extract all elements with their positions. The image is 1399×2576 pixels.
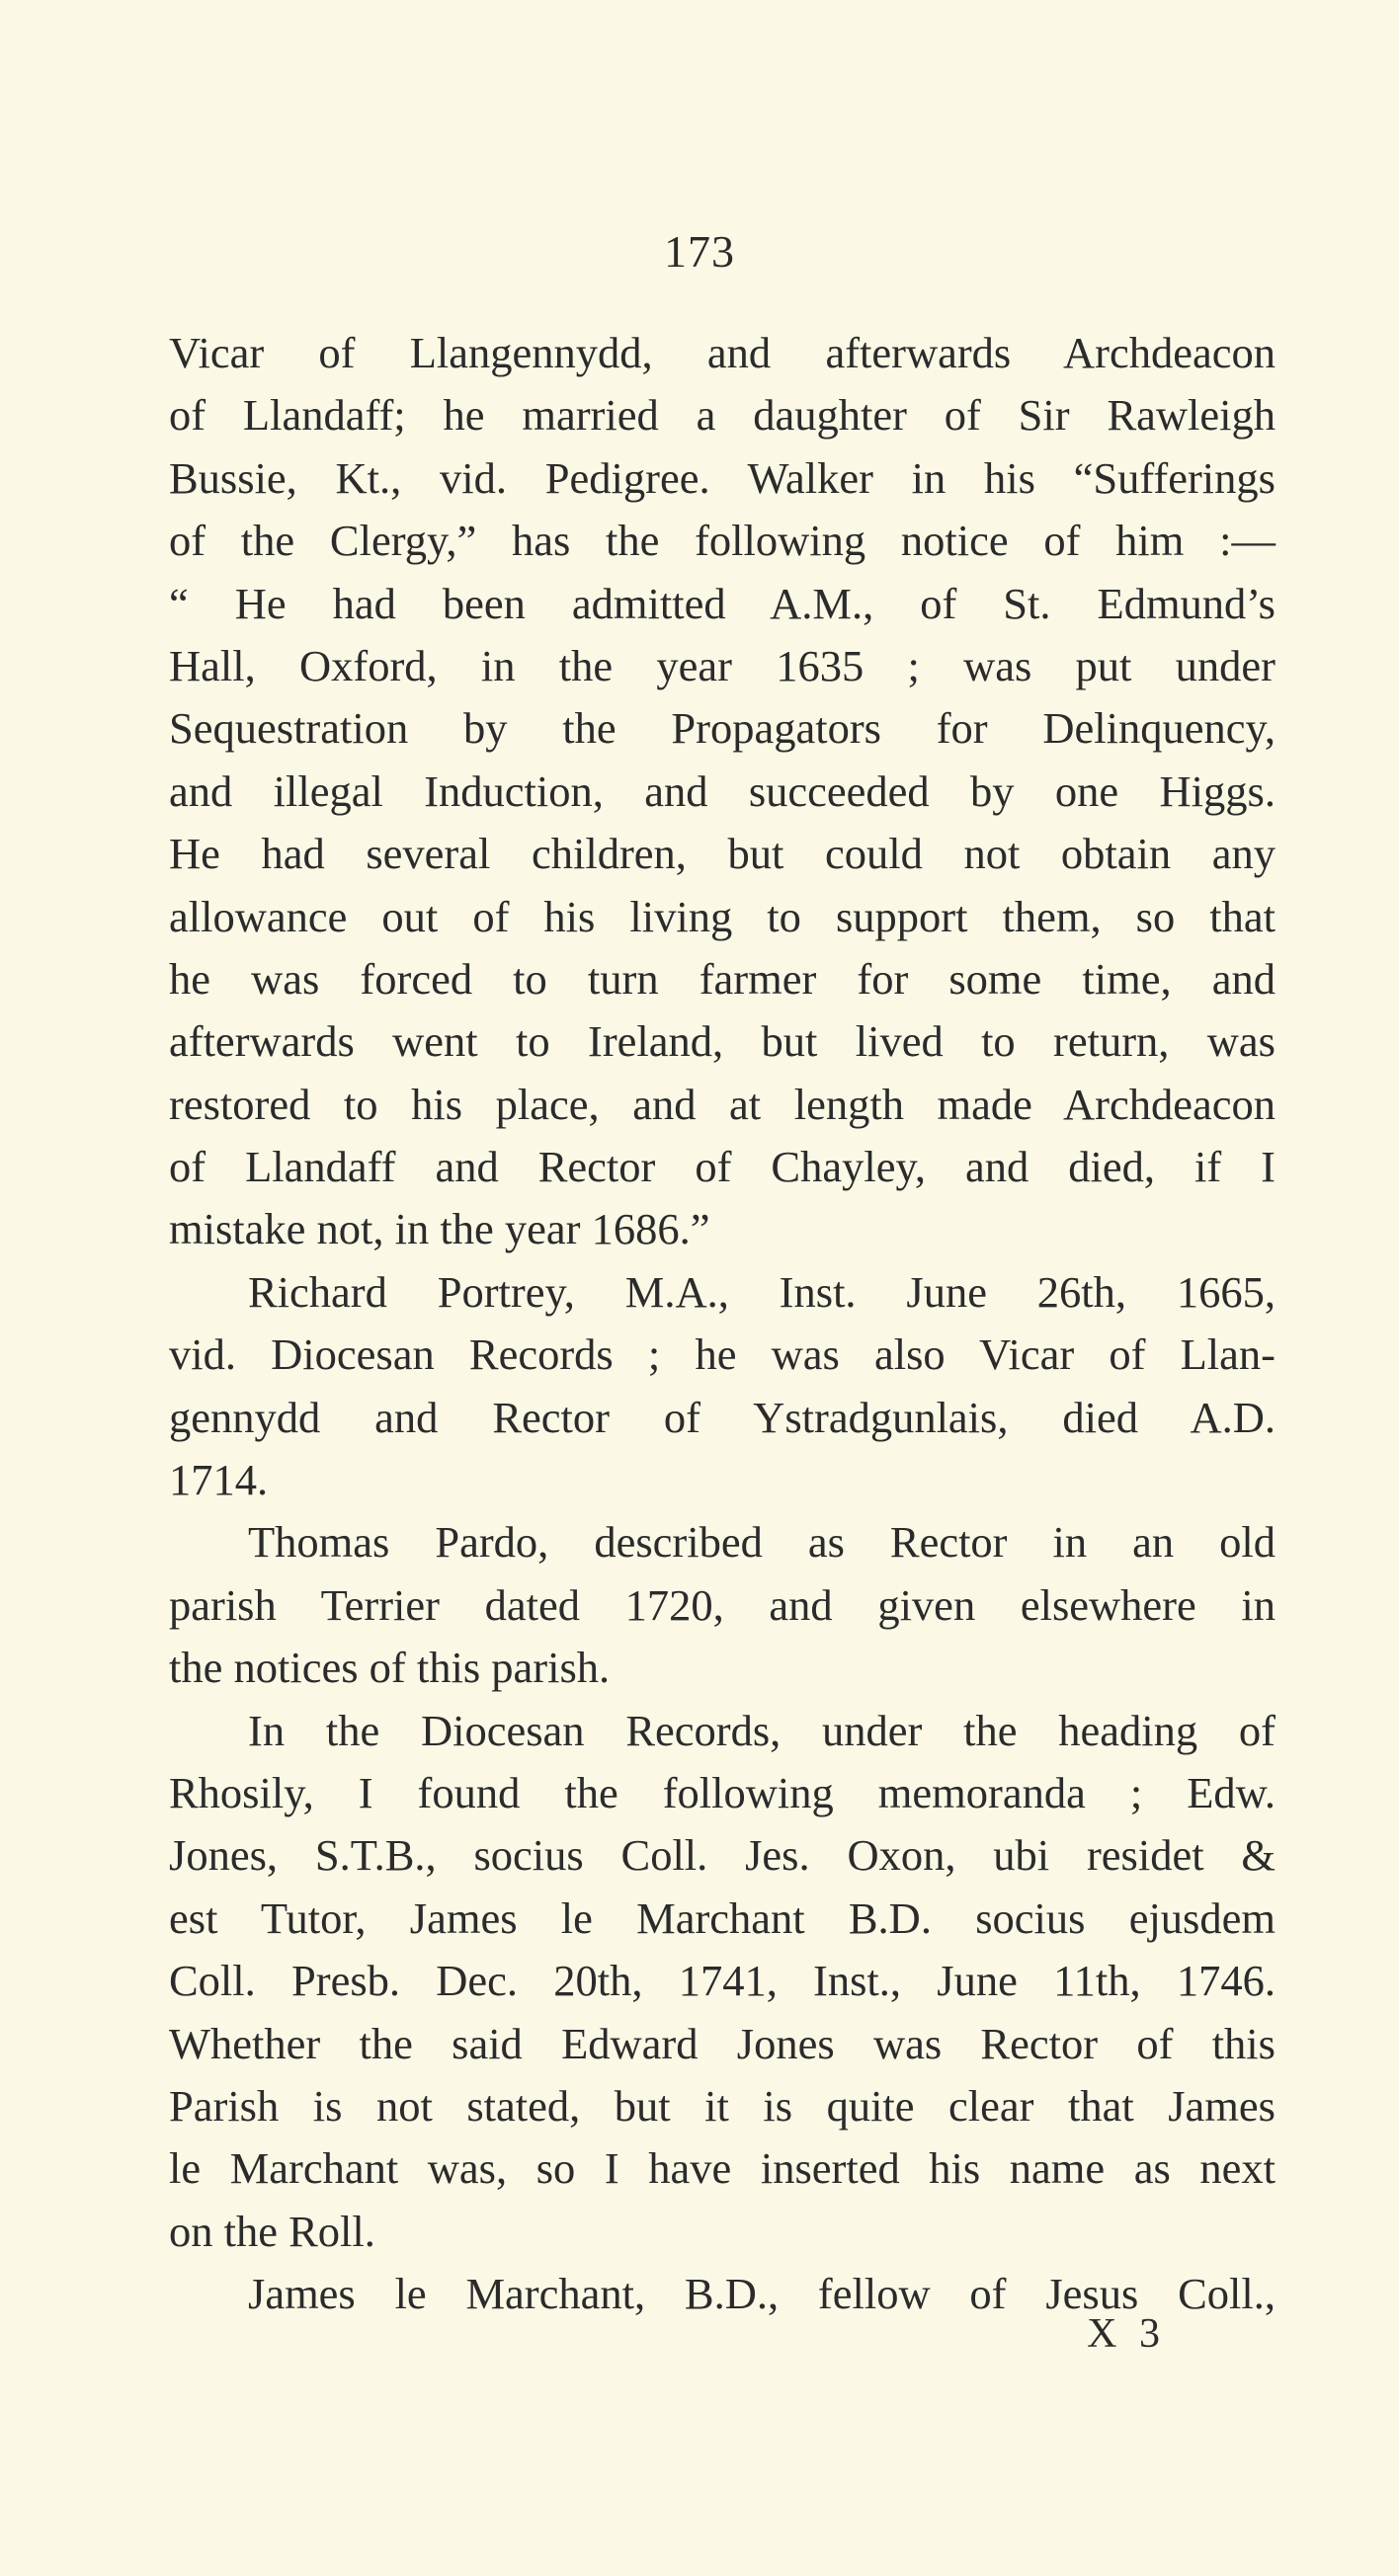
- text-line: allowance out of his living to support them, so that: [169, 891, 1276, 941]
- text-line: Hall, Oxford, in the year 1635 ; was put under: [169, 640, 1276, 690]
- page-number: 173: [664, 226, 735, 277]
- text-line: and illegal Induction, and succeeded by one Higgs.: [169, 765, 1276, 816]
- text-line: Richard Portrey, M.A., Inst. June 26th, 1665,: [248, 1266, 1276, 1317]
- text-line: 1714.: [169, 1455, 269, 1505]
- text-line: le Marchant was, so I have inserted his name as next: [169, 2143, 1276, 2194]
- text-line: vid. Diocesan Records ; he was also Vicar of Llan-: [169, 1329, 1276, 1380]
- text-line: Whether the said Edward Jones was Rector of this: [169, 2018, 1276, 2068]
- text-line: Vicar of Llangennydd, and afterwards Archdeacon: [169, 328, 1276, 377]
- text-line: Rhosily, I found the following memoranda ; Edw.: [169, 1767, 1276, 1817]
- text-line: he was forced to turn farmer for some time, and: [169, 953, 1276, 1004]
- text-line: est Tutor, James le Marchant B.D. socius ejusdem: [169, 1892, 1276, 1943]
- text-line: He had several children, but could not obtain any: [169, 829, 1276, 879]
- text-line: Sequestration by the Propagators for Delinquency,: [169, 703, 1276, 754]
- text-line: gennydd and Rector of Ystradgunlais, died A.D.: [169, 1392, 1276, 1442]
- text-line: of Llandaff; he married a daughter of Sir Rawleigh: [169, 390, 1276, 441]
- text-line: the notices of this parish.: [169, 1643, 611, 1693]
- text-line: Bussie, Kt., vid. Pedigree. Walker in his “Sufferings: [169, 452, 1276, 503]
- signature-mark: X 3: [1087, 2311, 1166, 2357]
- text-line: of Llandaff and Rector of Chayley, and died, if I: [169, 1142, 1276, 1192]
- body-text: [169, 322, 1276, 2326]
- text-line: on the Roll.: [169, 2206, 375, 2256]
- text-line: Coll. Presb. Dec. 20th, 1741, Inst., June 11th, 1746.: [169, 1956, 1276, 2006]
- text-line: Parish is not stated, but it is quite clear that James: [169, 2080, 1276, 2131]
- text-line: of the Clergy,” has the following notice of him :—: [169, 516, 1276, 566]
- text-line: In the Diocesan Records, under the heading of: [248, 1705, 1276, 1755]
- text-line: James le Marchant, B.D., fellow of Jesus Coll.,: [248, 2269, 1276, 2319]
- text-line: “ He had been admitted A.M., of St. Edmund’s: [169, 578, 1276, 628]
- text-line: mistake not, in the year 1686.”: [169, 1204, 710, 1254]
- text-line: Thomas Pardo, described as Rector in an old: [248, 1517, 1276, 1568]
- text-line: parish Terrier dated 1720, and given elsewhere in: [169, 1579, 1276, 1630]
- text-line: Jones, S.T.B., socius Coll. Jes. Oxon, ubi residet &: [169, 1830, 1276, 1881]
- text-line: restored to his place, and at length made Archdeacon: [169, 1079, 1276, 1129]
- text-line: afterwards went to Ireland, but lived to return, was: [169, 1016, 1276, 1067]
